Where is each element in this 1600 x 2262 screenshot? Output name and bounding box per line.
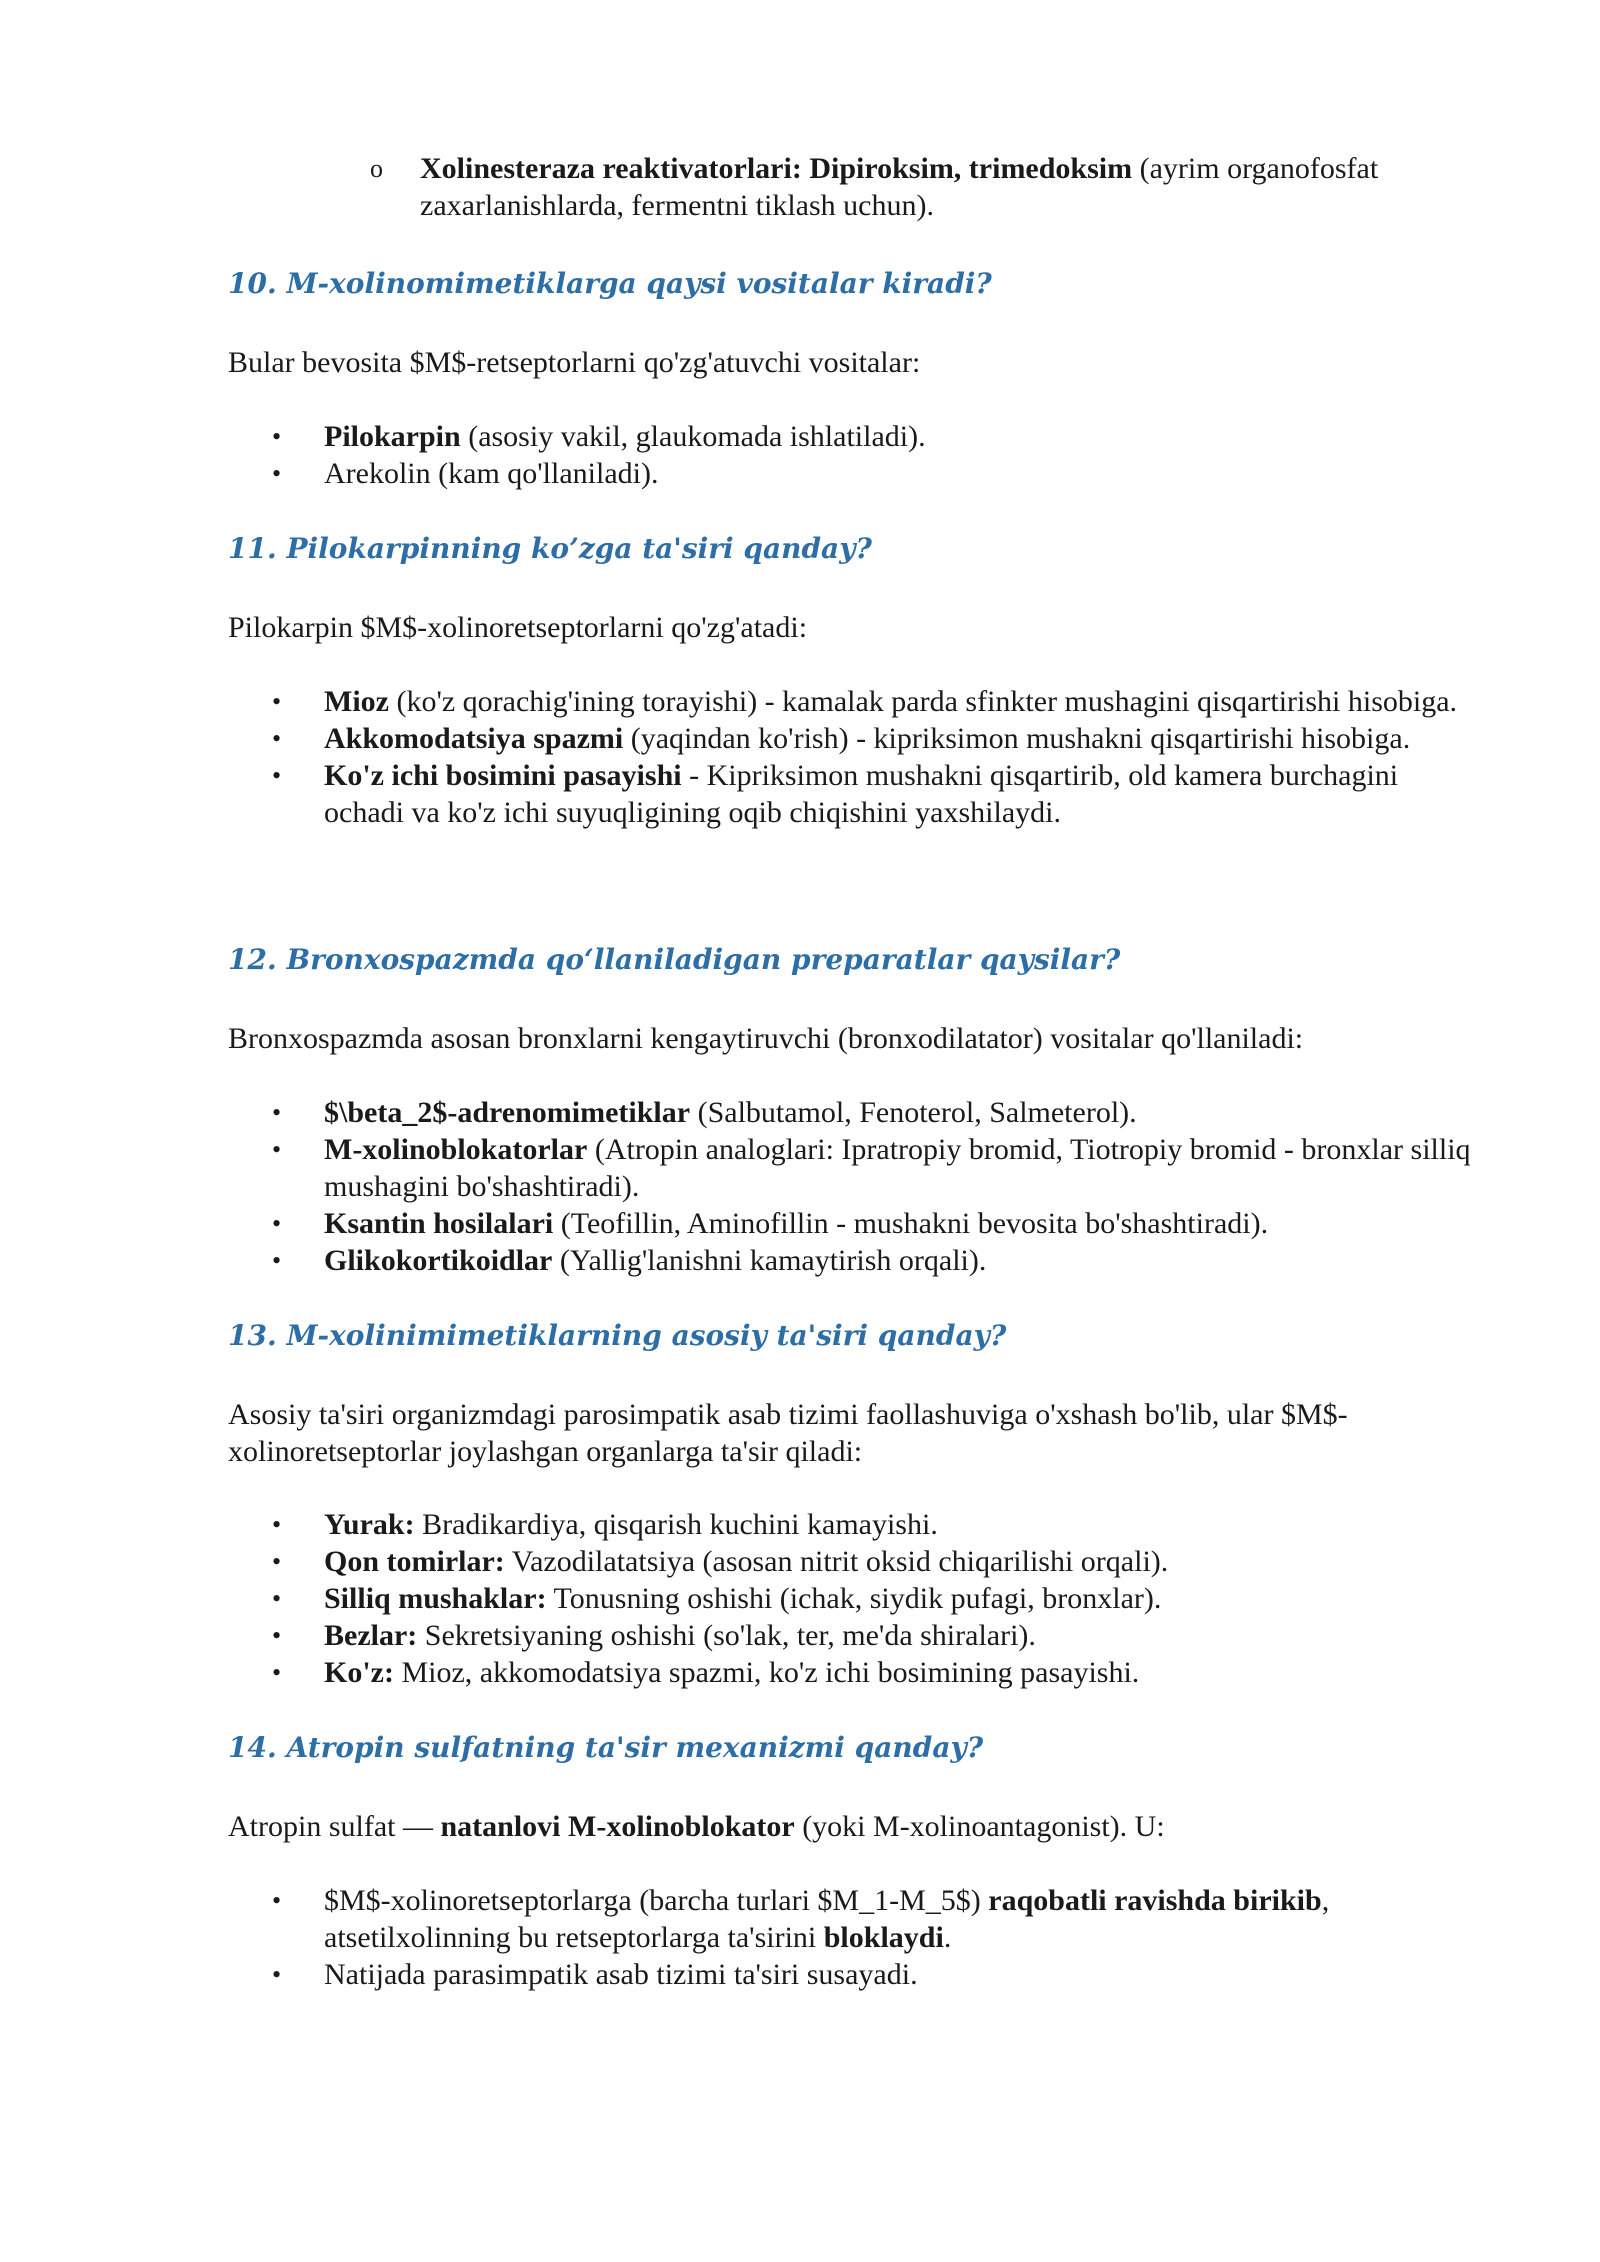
term: Pilokarpin (324, 420, 461, 453)
intro-text: Bronxospazmda asosan bronxlarni kengaytiruvchi (bronxodilatator) vositalar qo'llaniladi: (228, 1022, 1304, 1055)
term: bloklaydi (823, 1921, 944, 1954)
intro-q10 (228, 344, 1478, 381)
list-item (228, 1131, 1478, 1205)
term: raqobatli ravishda birikib (988, 1884, 1322, 1917)
bullet-icon: • (272, 1246, 282, 1275)
list-item (228, 757, 1478, 831)
desc: (yaqindan ko'rish) - kipriksimon mushakni qisqartirishi hisobiga. (623, 722, 1411, 755)
list-q14 (228, 1882, 1478, 1993)
intro-text: Pilokarpin $M$-xolinoretseptorlarni qo'zg'atadi: (228, 611, 808, 644)
heading-q11: 11. Pilokarpinning ko’zga ta'siri qanday? (228, 532, 872, 565)
list-q13 (228, 1506, 1478, 1691)
intro-text: Bular bevosita $M$-retseptorlarni qo'zg'atuvchi vositalar: (228, 346, 921, 379)
intro-q12 (228, 1020, 1478, 1057)
reactivators-desc: (ayrim organofosfat zaxarlanishlarda, fermentni tiklash uchun). (420, 152, 1379, 222)
intro-term: natanlovi M-xolinoblokator (440, 1810, 795, 1843)
term: Akkomodatsiya spazmi (324, 722, 624, 755)
bullet-icon: • (272, 724, 282, 753)
list-item (228, 1543, 1478, 1580)
term: M-xolinoblokatorlar (324, 1133, 588, 1166)
term: $\beta_2$-adrenomimetiklar (324, 1096, 691, 1129)
term: Ko'z: (324, 1656, 394, 1689)
desc: . (943, 1921, 952, 1954)
bullet-icon: • (272, 1209, 282, 1238)
list-item (228, 720, 1478, 757)
bullet-icon: • (272, 1510, 282, 1539)
bullet-icon: • (272, 459, 282, 488)
sub-list-reactivators (228, 150, 1478, 224)
desc: (ko'z qorachig'ining torayishi) - kamalak parda sfinkter mushagini qisqartirishi hisobiga. (388, 685, 1458, 718)
bullet-icon: • (272, 1135, 282, 1164)
list-item (228, 1956, 1478, 1993)
term: Ksantin hosilalari (324, 1207, 554, 1240)
term: Ko'z ichi bosimini pasayishi (324, 759, 682, 792)
bullet-icon: • (272, 1960, 282, 1989)
desc: - Kipriksimon mushakni qisqartirib, old kamera burchagini ochadi va ko'z ichi suyuqligining oqib chiqishini yaxshilaydi. (324, 759, 1399, 829)
intro-q14 (228, 1808, 1478, 1845)
bullet-icon: • (272, 1658, 282, 1687)
list-q11 (228, 683, 1478, 831)
desc: Sekretsiyaning oshishi (so'lak, ter, me'da shiralari). (417, 1619, 1036, 1652)
desc: Mioz, akkomodatsiya spazmi, ko'z ichi bosimining pasayishi. (393, 1656, 1140, 1689)
desc: $M$-xolinoretseptorlarga (barcha turlari $M_1-M_5$) (324, 1884, 989, 1917)
list-item (228, 1617, 1478, 1654)
list-item (228, 1654, 1478, 1691)
list-item (228, 1580, 1478, 1617)
reactivators-term: Xolinesteraza reaktivatorlari: Dipiroksim, trimedoksim (420, 152, 1133, 185)
desc: Tonusning oshishi (ichak, siydik pufagi, bronxlar). (546, 1582, 1162, 1615)
intro-text: (yoki M-xolinoantagonist). U: (794, 1810, 1165, 1843)
list-item (228, 418, 1478, 455)
list-item (228, 1094, 1478, 1131)
term: Mioz (324, 685, 389, 718)
intro-text: Asosiy ta'siri organizmdagi parosimpatik asab tizimi faollashuviga o'xshash bo'lib, ular $M$-xolinoretseptorlar joylashgan organlarga ta'sir qiladi: (228, 1398, 1348, 1468)
desc: Natijada parasimpatik asab tizimi ta'siri susayadi. (324, 1958, 918, 1991)
desc: (Salbutamol, Fenoterol, Salmeterol). (690, 1096, 1137, 1129)
heading-q14: 14. Atropin sulfatning ta'sir mexanizmi qanday? (228, 1731, 984, 1764)
intro-q13 (228, 1396, 1478, 1470)
list-q10 (228, 418, 1478, 492)
desc: Arekolin (kam qo'llaniladi). (324, 457, 659, 490)
heading-q10: 10. M-xolinomimetiklarga qaysi vositalar kiradi? (228, 267, 992, 300)
desc: (asosiy vakil, glaukomada ishlatiladi). (460, 420, 926, 453)
bullet-icon: • (272, 687, 282, 716)
desc: (Yallig'lanishni kamaytirish orqali). (552, 1244, 987, 1277)
bullet-icon: • (272, 1886, 282, 1915)
desc: , atsetilxolinning bu retseptorlarga ta'sirini (324, 1884, 1330, 1954)
heading-q12: 12. Bronxospazmda qoʻllaniladigan preparatlar qaysilar? (228, 943, 1121, 976)
term: Yurak: (324, 1508, 415, 1541)
list-item (228, 1882, 1478, 1956)
bullet-icon: • (272, 1098, 282, 1127)
desc: (Teofillin, Aminofillin - mushakni bevosita bo'shashtiradi). (553, 1207, 1269, 1240)
desc: Vazodilatatsiya (asosan nitrit oksid chiqarilishi orqali). (504, 1545, 1169, 1578)
bullet-icon: • (272, 1584, 282, 1613)
bullet-icon: • (272, 761, 282, 790)
list-item (228, 1242, 1478, 1279)
term: Silliq mushaklar: (324, 1582, 547, 1615)
term: Qon tomirlar: (324, 1545, 505, 1578)
intro-text: Atropin sulfat — (228, 1810, 441, 1843)
heading-q13: 13. M-xolinimimetiklarning asosiy ta'siri qanday? (228, 1319, 1007, 1352)
desc: (Atropin analoglari: Ipratropiy bromid, Tiotropiy bromid - bronxlar silliq mushagini bo'shashtiradi). (324, 1133, 1471, 1203)
intro-q11 (228, 609, 1478, 646)
list-item (228, 1205, 1478, 1242)
list-item (228, 1506, 1478, 1543)
list-q12 (228, 1094, 1478, 1279)
bullet-icon: • (272, 1621, 282, 1650)
desc: Bradikardiya, qisqarish kuchini kamayishi. (414, 1508, 938, 1541)
sub-list-item (228, 150, 1478, 224)
bullet-icon: • (272, 1547, 282, 1576)
bullet-icon: • (272, 422, 282, 451)
list-item (228, 683, 1478, 720)
term: Glikokortikoidlar (324, 1244, 553, 1277)
term: Bezlar: (324, 1619, 418, 1652)
circle-bullet-icon: o (370, 154, 383, 183)
list-item (228, 455, 1478, 492)
